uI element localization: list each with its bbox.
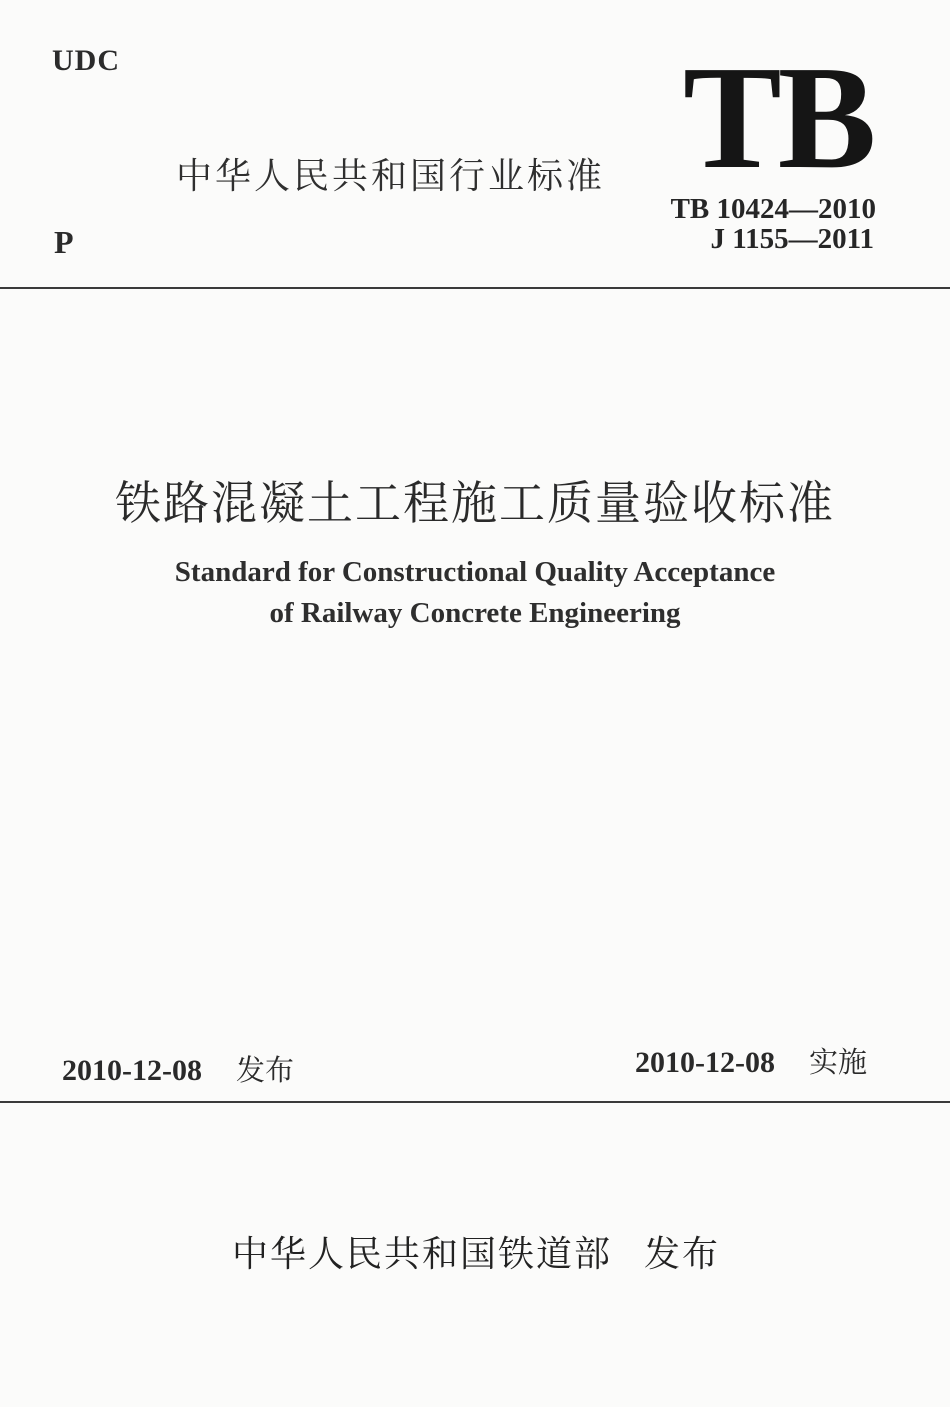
registration-code: J 1155—2011 [710,223,874,255]
title-chinese: 铁路混凝土工程施工质量验收标准 [115,476,835,530]
publisher-line [232,1226,720,1277]
publisher-action: 发布 [644,1234,721,1275]
publisher-name: 中华人民共和国铁道部 [232,1234,613,1275]
implement-date: 2010-12-08 [635,1046,775,1079]
issue-label: 发布 [235,1053,294,1087]
issue-date: 2010-12-08 [62,1054,202,1087]
bottom-divider [0,1101,950,1103]
top-divider [0,287,950,289]
industry-standard-heading: 中华人民共和国行业标准 [176,156,606,197]
standard-code: TB 10424—2010 [670,193,876,225]
title-english-line-1: Standard for Constructional Quality Acceptance [174,556,776,588]
implement-date-block [635,1040,867,1081]
issue-date-block [62,1048,294,1089]
tb-logo: TB [683,36,873,200]
implement-label: 实施 [808,1045,867,1079]
title-english-line-2: of Railway Concrete Engineering [269,597,681,629]
udc-label: UDC [52,44,120,77]
classification-code: P [54,224,74,260]
